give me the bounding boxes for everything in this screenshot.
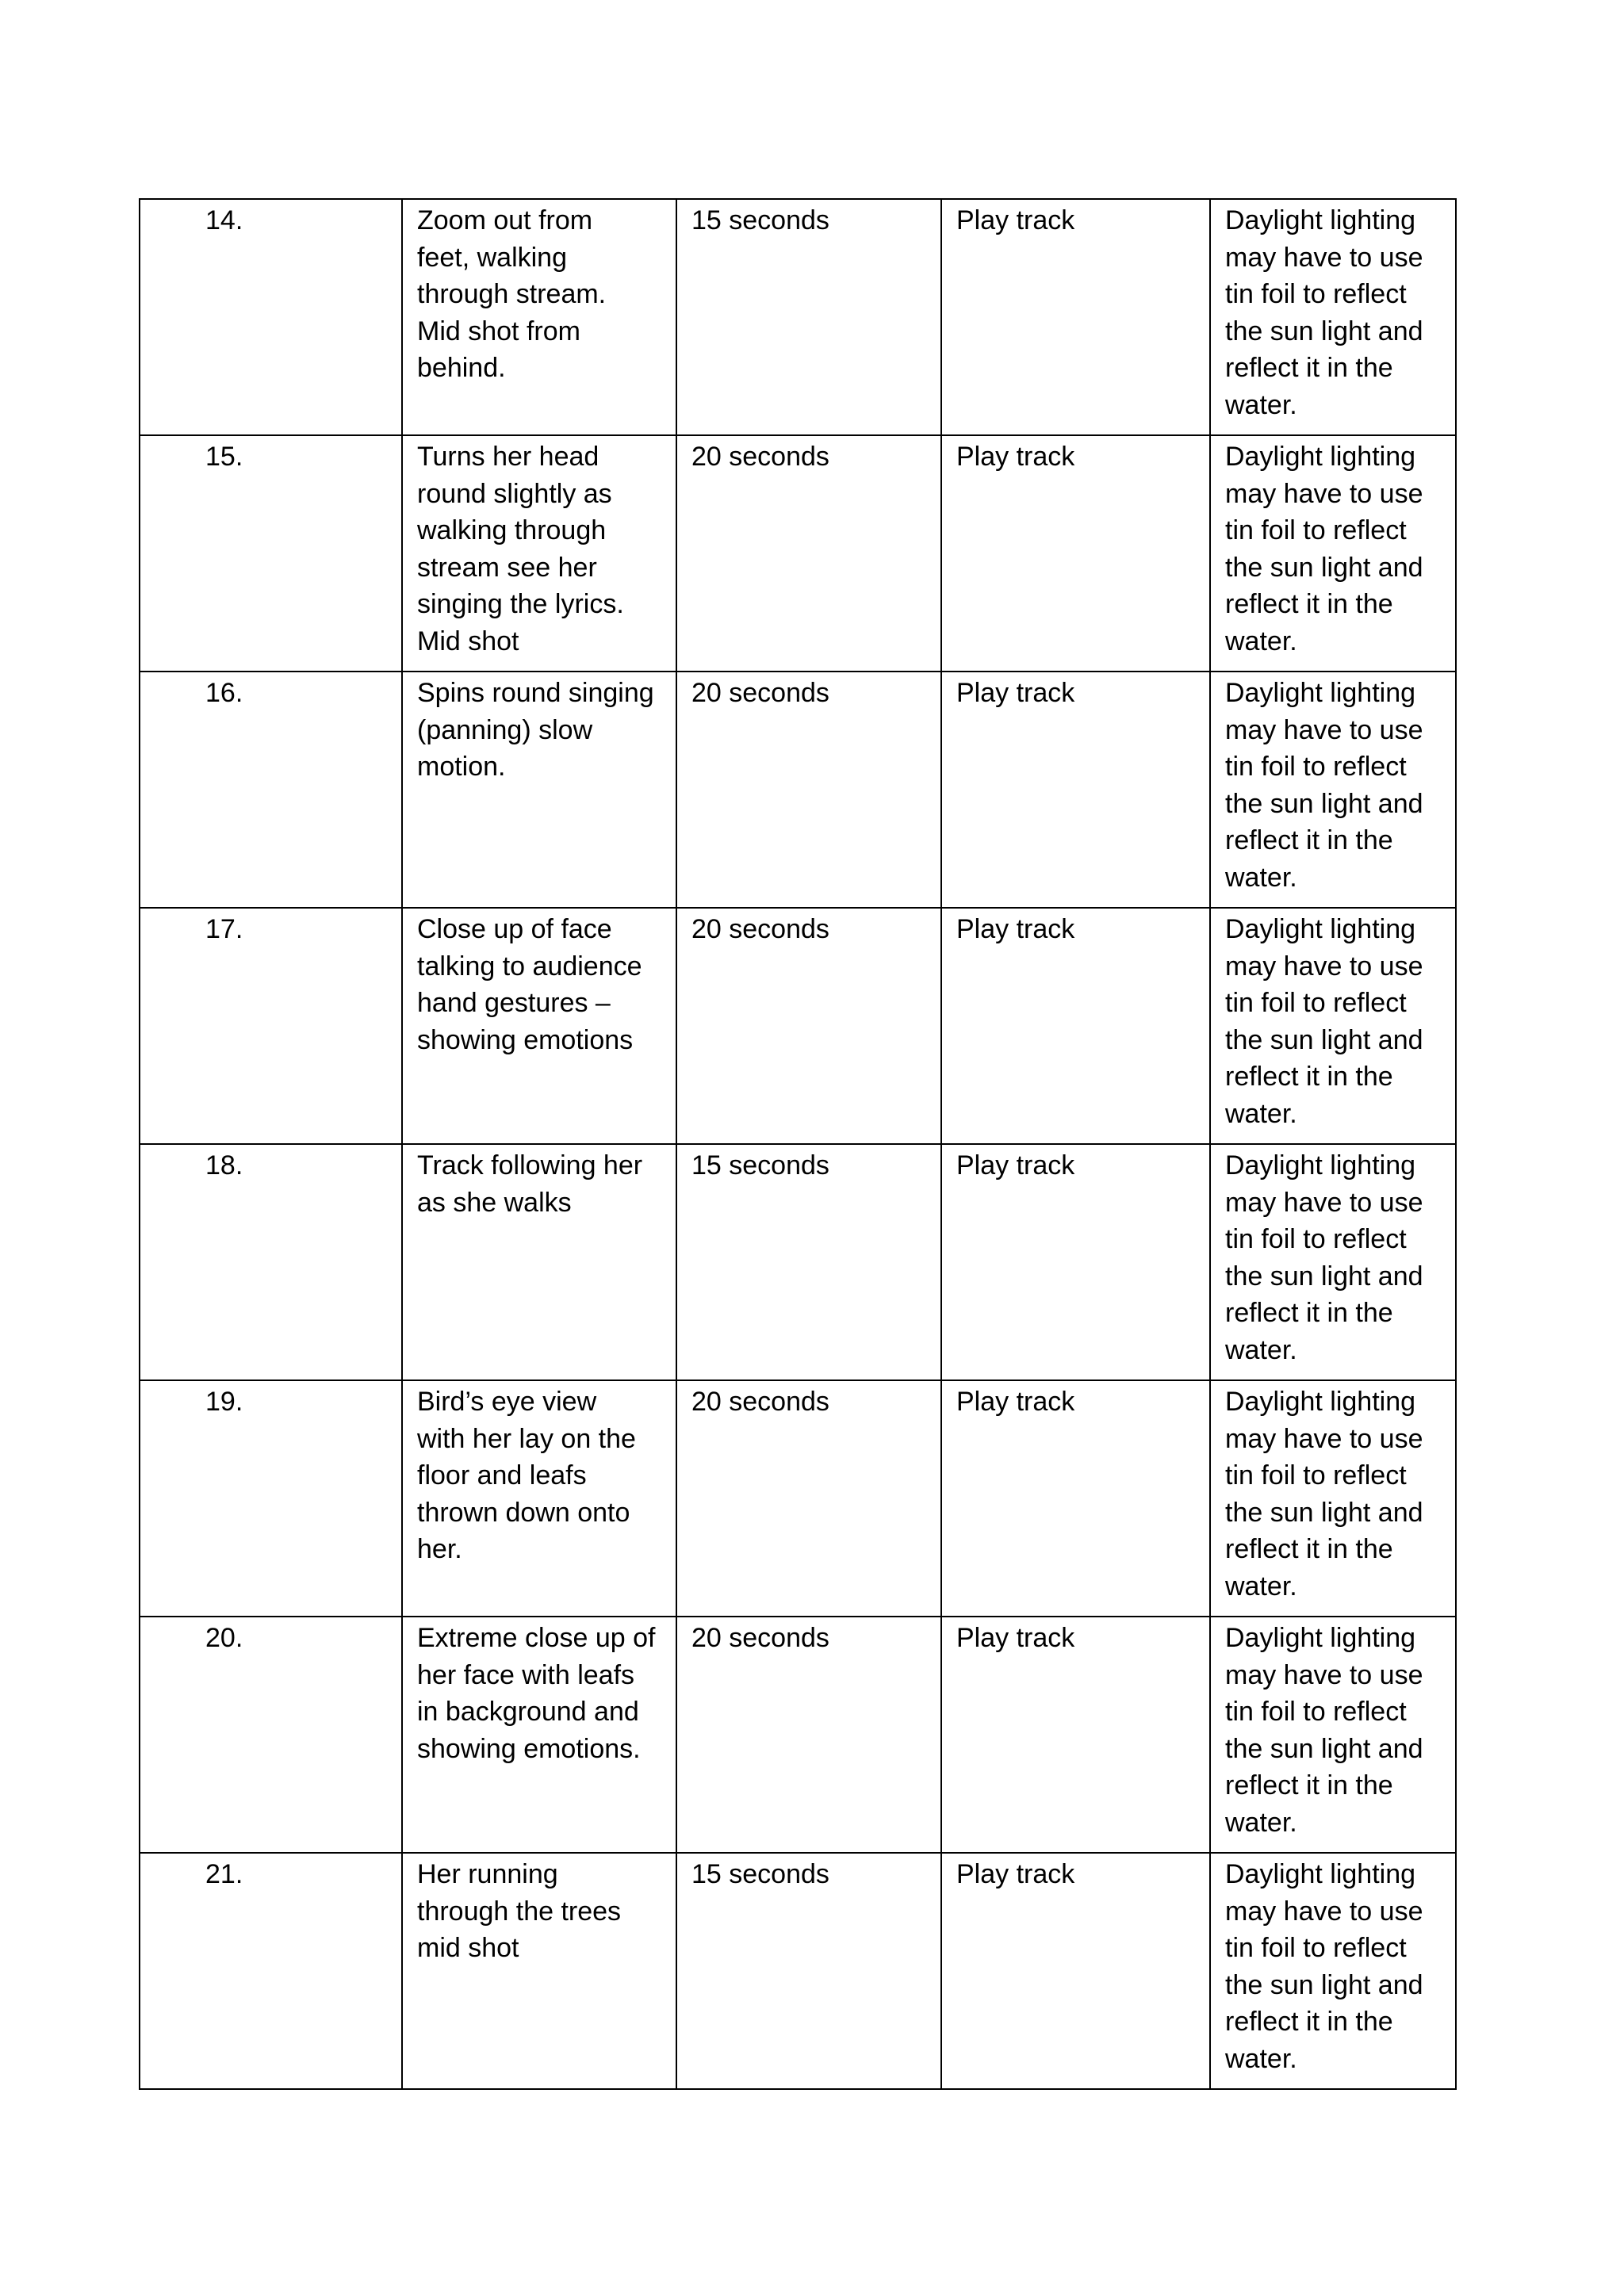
shot-description: Turns her head round slightly as walking through stream see her singing the lyrics. Mid shot <box>417 442 624 656</box>
table-row <box>140 1380 1456 1617</box>
shot-duration: 20 seconds <box>691 914 829 944</box>
shot-description: Zoom out from feet, walking through stream. Mid shot from behind. <box>417 205 607 383</box>
lighting-cell <box>1210 1617 1456 1853</box>
shot-number: 15. <box>205 442 243 472</box>
description-cell <box>402 1853 676 2089</box>
shot-number-cell <box>140 1617 402 1853</box>
shot-number-cell <box>140 199 402 435</box>
shot-number-cell <box>140 1380 402 1617</box>
shot-number-cell <box>140 435 402 672</box>
shot-number: 21. <box>205 1859 243 1889</box>
lighting-cell <box>1210 435 1456 672</box>
table-row <box>140 908 1456 1144</box>
table-row <box>140 199 1456 435</box>
shot-lighting: Daylight lighting may have to use tin foil to reflect the sun light and reflect it in the water. <box>1225 1387 1423 1601</box>
shot-description: Extreme close up of her face with leafs in background and showing emotions. <box>417 1623 656 1764</box>
description-cell <box>402 1144 676 1380</box>
shot-duration: 15 seconds <box>691 205 829 235</box>
shot-duration: 20 seconds <box>691 678 829 708</box>
shot-audio: Play track <box>956 678 1075 708</box>
shot-number: 19. <box>205 1387 243 1417</box>
shot-audio: Play track <box>956 442 1075 472</box>
audio-cell <box>941 435 1210 672</box>
shot-lighting: Daylight lighting may have to use tin foil to reflect the sun light and reflect it in the water. <box>1225 1859 1423 2074</box>
shot-number: 20. <box>205 1623 243 1653</box>
shot-lighting: Daylight lighting may have to use tin foil to reflect the sun light and reflect it in the water. <box>1225 1150 1423 1365</box>
description-cell <box>402 1617 676 1853</box>
shot-audio: Play track <box>956 1859 1075 1889</box>
table-row <box>140 1617 1456 1853</box>
description-cell <box>402 199 676 435</box>
shot-duration: 20 seconds <box>691 442 829 472</box>
table-row <box>140 672 1456 908</box>
lighting-cell <box>1210 1853 1456 2089</box>
audio-cell <box>941 1144 1210 1380</box>
shot-number-cell <box>140 908 402 1144</box>
shot-number: 18. <box>205 1150 243 1181</box>
lighting-cell <box>1210 672 1456 908</box>
shot-description: Her running through the trees mid shot <box>417 1859 622 1963</box>
shot-number-cell <box>140 1853 402 2089</box>
audio-cell <box>941 199 1210 435</box>
audio-cell <box>941 908 1210 1144</box>
shot-audio: Play track <box>956 1387 1075 1417</box>
shot-audio: Play track <box>956 205 1075 235</box>
shot-number: 14. <box>205 205 243 235</box>
duration-cell <box>676 1617 941 1853</box>
description-cell <box>402 908 676 1144</box>
audio-cell <box>941 1380 1210 1617</box>
duration-cell <box>676 199 941 435</box>
table-row <box>140 435 1456 672</box>
duration-cell <box>676 1380 941 1617</box>
shot-duration: 20 seconds <box>691 1623 829 1653</box>
lighting-cell <box>1210 908 1456 1144</box>
shot-audio: Play track <box>956 914 1075 944</box>
shot-lighting: Daylight lighting may have to use tin foil to reflect the sun light and reflect it in the water. <box>1225 1623 1423 1838</box>
lighting-cell <box>1210 199 1456 435</box>
shot-duration: 15 seconds <box>691 1150 829 1181</box>
audio-cell <box>941 1617 1210 1853</box>
shot-audio: Play track <box>956 1150 1075 1181</box>
description-cell <box>402 1380 676 1617</box>
shot-description: Bird’s eye view with her lay on the floor and leafs thrown down onto her. <box>417 1387 636 1564</box>
storyboard-table <box>139 198 1457 2090</box>
shot-lighting: Daylight lighting may have to use tin foil to reflect the sun light and reflect it in the water. <box>1225 914 1423 1129</box>
shot-description: Spins round singing (panning) slow motion. <box>417 678 654 782</box>
description-cell <box>402 435 676 672</box>
shot-description: Close up of face talking to audience hand gestures – showing emotions <box>417 914 642 1055</box>
duration-cell <box>676 672 941 908</box>
duration-cell <box>676 908 941 1144</box>
shot-lighting: Daylight lighting may have to use tin foil to reflect the sun light and reflect it in the water. <box>1225 678 1423 893</box>
shot-number-cell <box>140 672 402 908</box>
table-row <box>140 1144 1456 1380</box>
shot-number: 17. <box>205 914 243 944</box>
duration-cell <box>676 1144 941 1380</box>
lighting-cell <box>1210 1380 1456 1617</box>
shot-description: Track following her as she walks <box>417 1150 643 1218</box>
audio-cell <box>941 1853 1210 2089</box>
lighting-cell <box>1210 1144 1456 1380</box>
shot-number-cell <box>140 1144 402 1380</box>
shot-number: 16. <box>205 678 243 708</box>
shot-lighting: Daylight lighting may have to use tin foil to reflect the sun light and reflect it in the water. <box>1225 205 1423 420</box>
audio-cell <box>941 672 1210 908</box>
duration-cell <box>676 1853 941 2089</box>
description-cell <box>402 672 676 908</box>
table-row <box>140 1853 1456 2089</box>
shot-audio: Play track <box>956 1623 1075 1653</box>
shot-duration: 20 seconds <box>691 1387 829 1417</box>
duration-cell <box>676 435 941 672</box>
shot-lighting: Daylight lighting may have to use tin foil to reflect the sun light and reflect it in the water. <box>1225 442 1423 656</box>
shot-duration: 15 seconds <box>691 1859 829 1889</box>
